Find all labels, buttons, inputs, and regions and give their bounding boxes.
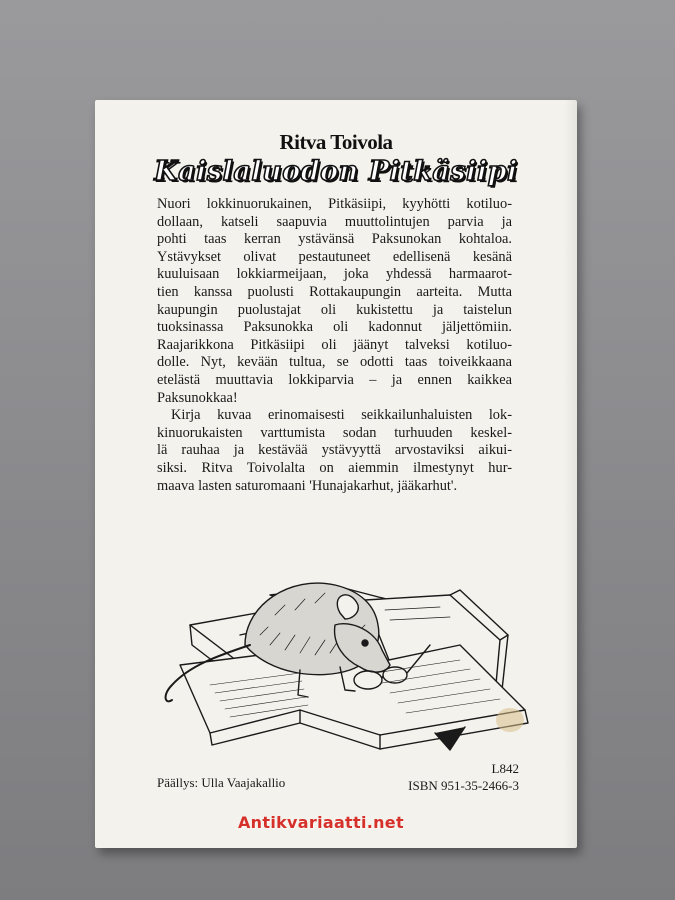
blurb-line: siksi. Ritva Toivolalta on aiemmin ilmestynyt hur- bbox=[157, 459, 512, 476]
book-back-cover bbox=[95, 100, 577, 848]
blurb-line: Nuori lokkinuorukainen, Pitkäsiipi, kyyhötti kotiluo- bbox=[157, 196, 512, 212]
blurb-line: kaupungin puolustajat oli kukistettu ja taistelun bbox=[157, 301, 512, 318]
author-name: Ritva Toivola bbox=[279, 130, 393, 154]
blurb-line: lä rauhaa ja kestävää ystävyyttä arvostaviksi aikui- bbox=[157, 442, 512, 459]
book-title: Kaislaluodon Pitkäsiipi bbox=[154, 156, 518, 187]
blurb-line: Paksunokkaa! bbox=[157, 389, 238, 406]
isbn-number: ISBN 951-35-2466-3 bbox=[408, 778, 519, 793]
blurb-line: maava lasten saturomaani 'Hunajakarhut, jääkarhut'. bbox=[157, 477, 458, 494]
blurb-line: pohti taas kerran ystävänsä Paksunokan kohtaloa. bbox=[157, 231, 512, 248]
cover-credit: Päällys: Ulla Vaajakallio bbox=[157, 775, 286, 790]
blurb-line: Raajarikkona Pitkäsiipi oli jäänyt talveksi kotiluo- bbox=[157, 336, 512, 353]
rat-on-book-illustration bbox=[150, 495, 560, 760]
product-code: L842 bbox=[491, 761, 519, 776]
blurb-text bbox=[157, 196, 512, 495]
blurb-line: kuuluisaan lokkiarmeijaan, joka yhdessä harmaarot- bbox=[157, 266, 512, 283]
blurb-line: tuoksinassa Paksunokka oli kadonnut jäljettömiin. bbox=[157, 319, 512, 336]
blurb-line: kinuorukaisten varttumista sodan turhuuden keskel- bbox=[157, 424, 512, 441]
blurb-line: Kirja kuvaa erinomaisesti seikkailunhaluisten lok- bbox=[171, 407, 512, 424]
blurb-line: dollaan, katseli saapuvia muuttolintujen parvia ja bbox=[157, 213, 512, 230]
watermark-text: Antikvariaatti.net bbox=[238, 813, 404, 832]
blurb-line: tien kanssa puolusti Rottakaupungin aarteita. Mutta bbox=[157, 283, 512, 300]
blurb-line: Ystävykset olivat pestautuneet edellisenä kesänä bbox=[157, 248, 512, 265]
blurb-line: dolle. Nyt, kevään tultua, se odotti taas toiveikkaana bbox=[157, 354, 512, 371]
isbn-block bbox=[408, 760, 519, 794]
blurb-line: etelästä muuttavia lokkiparvia – ja ennen kaikkea bbox=[157, 371, 512, 388]
